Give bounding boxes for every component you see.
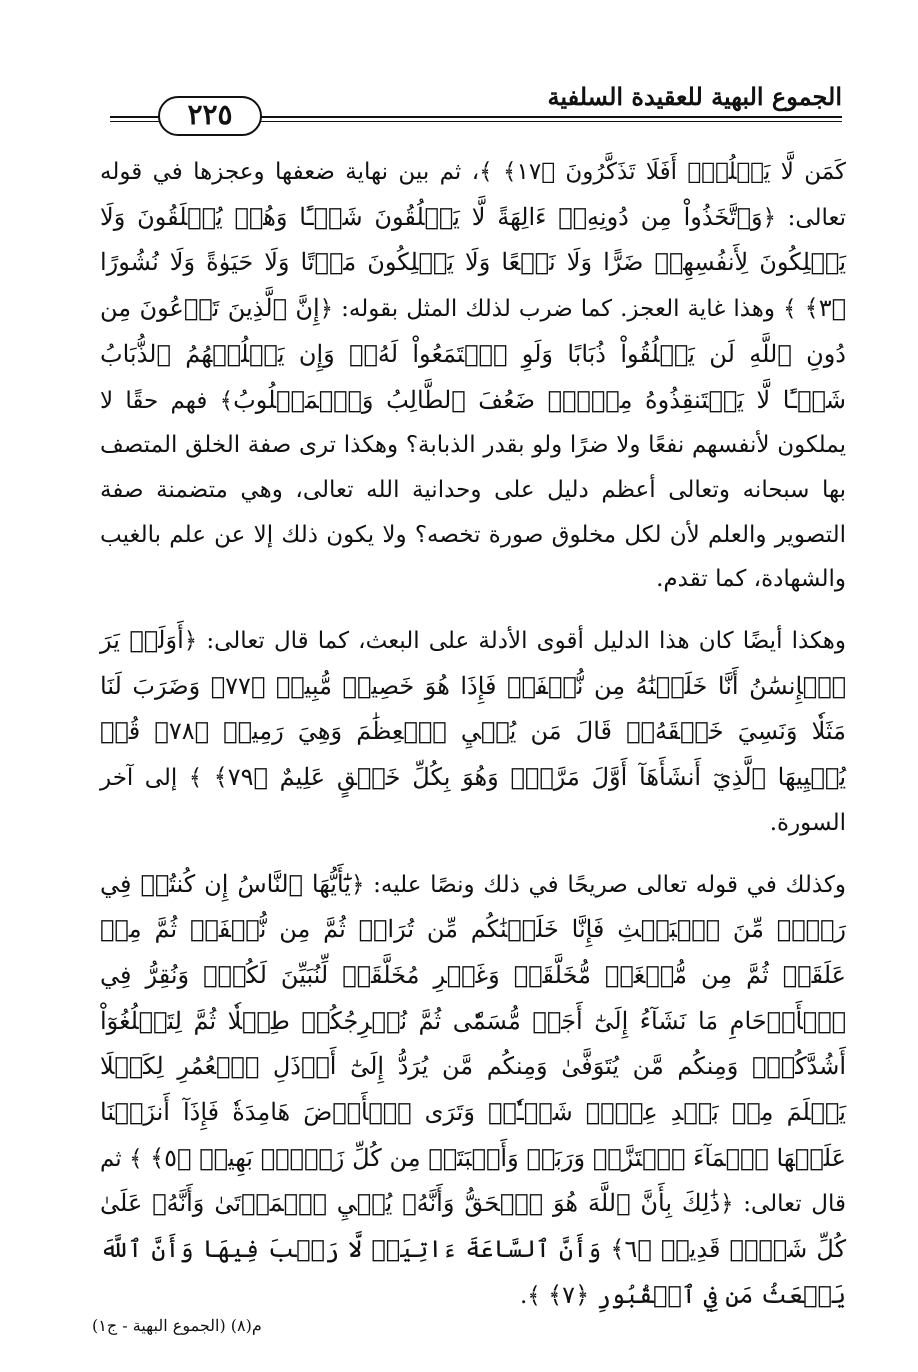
signature-line: م(٨) (الجموع البهية - ج١) <box>92 1316 262 1335</box>
paragraph-1-quran-2: إِنَّ ٱلَّذِينَ تَدۡعُونَ مِن دُونِ ٱللَّهِ لَن يَخۡلُقُواْ ذُبَابًا وَلَوِ ٱجۡتَمَعُواْ لَهُۥۖ وَإِن يَسۡلُبۡهُمُ ٱلذُّبَابُ شَيۡـًٔا لَّا يَسۡتَنقِذُوهُ مِنۡهُۚ ضَعُفَ ٱلطَّالِبُ وَٱلۡمَطۡلُوبُ <box>100 294 846 414</box>
paragraph-1-text-2: ﴾ وهذا غاية العجز. كما ضرب لذلك المثل بقوله: ﴿ <box>319 296 805 323</box>
paragraph-1 <box>100 150 846 602</box>
paragraph-3-quran-1: يَٰٓأَيُّهَا ٱلنَّاسُ إِن كُنتُمۡ فِي رَيۡبٖ مِّنَ ٱلۡبَعۡثِ فَإِنَّا خَلَقۡنَٰكُم مِّن تُرَابٖ ثُمَّ مِن نُّطۡفَةٖ ثُمَّ مِنۡ عَلَقَةٖ ثُمَّ مِن مُّضۡغَةٖ مُّخَلَّقَةٖ وَغَيۡرِ مُخَلَّقَةٖ لِّنُبَيِّنَ لَكُمۡۚ وَنُقِرُّ فِي ٱلۡأَرۡحَامِ مَا نَشَآءُ إِلَىٰٓ أَجَلٖ مُّسَمّٗى ثُمَّ نُخۡرِجُكُمۡ طِفۡلٗا ثُمَّ لِتَبۡلُغُوٓاْ أَشُدَّكُمۡۖ وَمِنكُم مَّن يُتَوَفَّىٰ وَمِنكُم مَّن يُرَدُّ إِلَىٰٓ أَرۡذَلِ ٱلۡعُمُرِ لِكَيۡلَا يَعۡلَمَ مِنۢ بَعۡدِ عِلۡمٖ شَيۡـٔٗاۚ وَتَرَى ٱلۡأَرۡضَ هَامِدَةٗ فَإِذَآ أَنزَلۡنَا عَلَيۡهَا ٱلۡمَآءَ ٱهۡتَزَّتۡ وَرَبَتۡ وَأَنۢبَتَتۡ مِن كُلِّ زَوۡجِۭ بَهِيجٖ ﴿٥﴾ <box>100 869 846 1172</box>
page-number: ٢٢٥ <box>158 96 262 136</box>
paragraph-2-text-1: وهكذا أيضًا كان هذا الدليل أقوى الأدلة على البعث، كما قال تعالى: ﴿ <box>183 628 846 655</box>
paragraph-3 <box>100 862 846 1319</box>
paragraph-1-text-3: ﴾ فهم حقًا لا يملكون لأنفسهم نفعًا ولا ضرًا ولو بقدر الذبابة؟ وهكذا ترى صفة الخلق المتصف بها سبحانه وتعالى أعظم دليل على وحدانية الله تعالى، وهي متضمنة صفة التصوير والعلم لأن لكل مخلوق صورة تخصه؟ ولا يكون ذلك إلا عن علم بالغيب والشهادة، كما تقدم. <box>100 387 846 593</box>
body-text <box>100 150 846 1319</box>
running-title: الجموع البهية للعقيدة السلفية <box>547 82 842 111</box>
paragraph-2-quran-1: أَوَلَمۡ يَرَ ٱلۡإِنسَٰنُ أَنَّا خَلَقۡنَٰهُ مِن نُّطۡفَةٖ فَإِذَا هُوَ خَصِيمٞ مُّبِينٞ ﴿٧٧﴾ وَضَرَبَ لَنَا مَثَلٗا وَنَسِيَ خَلۡقَهُۥۖ قَالَ مَن يُحۡيِ ٱلۡعِظَٰمَ وَهِيَ رَمِيمٞ ﴿٧٨﴾ قُلۡ يُحۡيِيهَا ٱلَّذِيٓ أَنشَأَهَآ أَوَّلَ مَرَّةٖۖ وَهُوَ بِكُلِّ خَلۡقٍ عَلِيمٌ ﴿٧٩﴾ <box>100 626 847 792</box>
paragraph-3-text-1: وكذلك في قوله تعالى صريحًا في ذلك ونصًا عليه: ﴿ <box>350 871 846 898</box>
paragraph-1-quran-1: وَٱتَّخَذُواْ مِن دُونِهِۦٓ ءَالِهَةً لَّا يَخۡلُقُونَ شَيۡـًٔا وَهُمۡ يُخۡلَقُونَ وَلَا يَمۡلِكُونَ لِأَنفُسِهِمۡ ضَرًّا وَلَا نَفۡعًا وَلَا يَمۡلِكُونَ مَوۡتًا وَلَا حَيَوٰةً وَلَا نُشُورًا ﴿٣﴾ <box>100 202 846 323</box>
paragraph-3-text-2: ﴾ ثم قال تعالى: ﴿ <box>100 1145 846 1218</box>
paragraph-1-text-1: كَمَن لَّا يَخۡلُقُۚ أَفَلَا تَذَكَّرُونَ ﴿١٧﴾ ﴾، ثم بين نهاية ضعفها وعجزها في قوله تعالى: ﴿ <box>100 159 847 231</box>
paragraph-2 <box>100 618 846 846</box>
paragraph-2-text-2: ﴾ إلى آخر السورة. <box>100 765 846 836</box>
paragraph-3-text-3: ﴾. <box>520 1282 549 1309</box>
paragraph-3-quran-2: ذَٰلِكَ بِأَنَّ ٱللَّهَ هُوَ ٱلۡحَقُّ وَأَنَّهُۥ يُحۡيِ ٱلۡمَوۡتَىٰ وَأَنَّهُۥ عَلَىٰ كُلِّ شَيۡءٖ قَدِيرٞ ﴿٦﴾ وَأَنَّ ٱلسَّاعَةَ ءَاتِيَةٞ لَّا رَيۡبَ فِيهَا وَأَنَّ ٱللَّهَ يَبۡعَثُ مَن فِي ٱلۡقُبُورِ ﴿٧﴾ <box>100 1189 847 1309</box>
